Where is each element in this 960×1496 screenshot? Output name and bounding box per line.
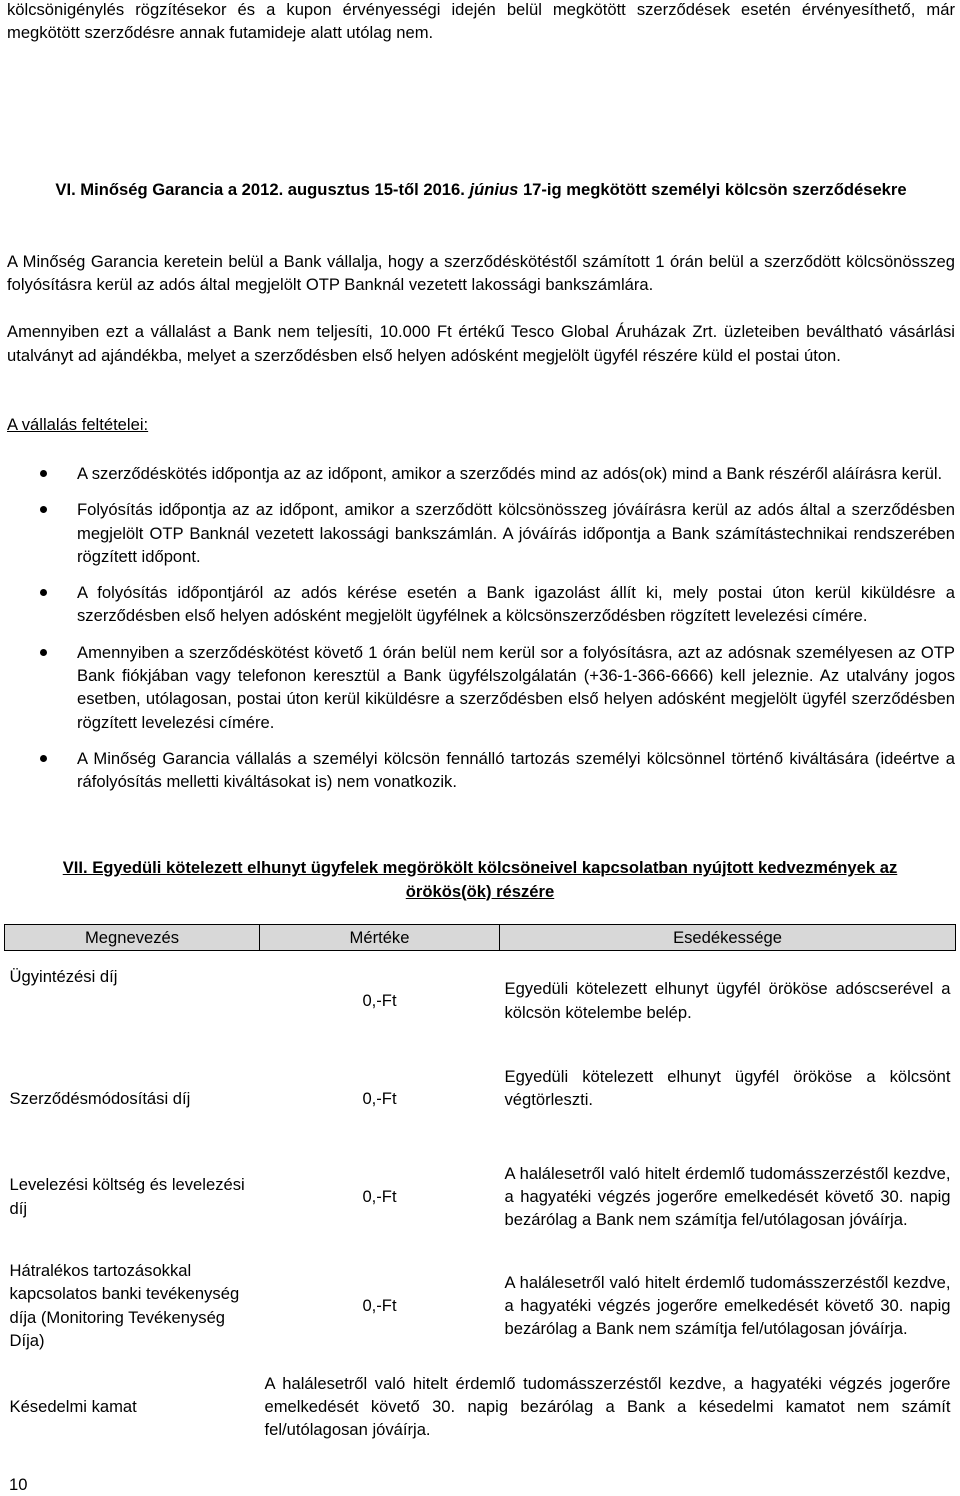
intro-paragraph: kölcsönigénylés rögzítésekor és a kupon érvényességi idején belül megkötött szerződések esetén érvényesíthető, már megkötött szerződésre annak futamideje alatt utólag nem. (7, 0, 955, 43)
list-item-text: A folyósítás időpontjáról az adós kérése esetén a Bank igazolást állít ki, mely postai úton kerül kiküldésre a szerződésben első helyen adósként megjelölt ügyfélnek a kölcsönszerződésben rögzített levelezési címére. (77, 583, 955, 626)
section-6-paragraph-1: A Minőség Garancia keretein belül a Bank vállalja, hogy a szerződéskötéstől számított 1 órán belül a szerződött kölcsönösszeg folyósításra kerül az adós által megjelölt OTP Banknál vezetett lakossági bankszámlára. (7, 252, 955, 295)
column-header-due: Esedékessége (500, 925, 956, 951)
bullet-icon (40, 589, 47, 596)
bullet-icon (40, 506, 47, 513)
section-6-title-part1: VI. Minőség Garancia a 2012. augusztus 15-től 2016. (55, 180, 470, 199)
row-name: Levelezési költség és levelezési díj (9, 1175, 245, 1218)
row-due: Egyedüli kötelezett elhunyt ügyfél örököse adóscserével a kölcsön kötelembe belép. (504, 979, 951, 1022)
conditions-list (40, 462, 955, 807)
conditions-heading: A vállalás feltételei: (7, 415, 149, 434)
row-amount: 0,-Ft (362, 1186, 397, 1206)
section-7-title: VII. Egyedüli kötelezett elhunyt ügyfelek megörökölt kölcsöneivel kapcsolatban nyújtott kedvezmények az örökös(ök) részére (62, 858, 898, 901)
column-header-amount: Mértéke (260, 925, 500, 951)
row-due: A halálesetről való hitelt érdemlő tudomásszerzéstől kezdve, a hagyatéki végzés jogerőre emelkedését követő 30. napig bezárólag a Bank nem számítja fel/utólagosan jóváírja. (504, 1163, 951, 1230)
table-row (5, 1051, 956, 1147)
row-amount: 0,-Ft (362, 1088, 397, 1108)
row-name: Szerződésmódosítási díj (9, 1088, 191, 1108)
section-6-title-italic: június (469, 180, 519, 199)
section-6-title-part2: 17-ig megkötött személyi kölcsön szerződésekre (518, 180, 907, 199)
list-item-text: A szerződéskötés időpontja az az időpont, amikor a szerződés mind az adós(ok) mind a Bank részéről aláírásra kerül. (77, 464, 943, 483)
list-item (40, 641, 955, 734)
row-due: A halálesetről való hitelt érdemlő tudomásszerzéstől kezdve, a hagyatéki végzés jogerőre emelkedését követő 30. napig bezárólag a Bank nem számítja fel/utólagosan jóváírja. (504, 1272, 951, 1339)
row-due: A halálesetről való hitelt érdemlő tudomásszerzéstől kezdve, a hagyatéki végzés jogerőre emelkedését követő 30. napig bezárólag a Bank a késedelmi kamatot nem számít fel/utólagosan jóváírja. (264, 1373, 951, 1440)
fees-table (4, 924, 956, 1449)
bullet-icon (40, 649, 47, 656)
page-number: 10 (9, 1475, 28, 1494)
row-name: Hátralékos tartozásokkal kapcsolatos banki tevékenység díja (Monitoring Tevékenység Díja) (9, 1260, 240, 1350)
list-item-text: Amennyiben a szerződéskötést követő 1 órán belül nem kerül sor a folyósításra, azt az adósnak személyesen az OTP Bank fiókjában vagy telefonon keresztül a Bank ügyfélszolgálatán (+36-1-366-6666) kell jeleznie. Az utalvány jogos esetben, utólagosan, postai úton kerül kiküldésre a szerződésben első helyen adósként megjelölt ügyfél szerződésben rögzített levelezési címére. (77, 642, 955, 732)
row-amount: 0,-Ft (362, 991, 397, 1011)
row-name: Ügyintézési díj (9, 967, 118, 986)
table-row (5, 1247, 956, 1365)
bullet-icon (40, 470, 47, 477)
list-item (40, 747, 955, 794)
list-item (40, 581, 955, 628)
table-row (5, 1147, 956, 1247)
column-header-name: Megnevezés (5, 925, 260, 951)
row-amount: 0,-Ft (362, 1295, 397, 1315)
list-item (40, 498, 955, 568)
list-item-text: Folyósítás időpontja az az időpont, amikor a szerződött kölcsönösszeg jóváírásra kerül az adós által a szerződésben megjelölt OTP Banknál vezetett lakossági bankszámlán. A jóváírás időpontja a Bank számítástechnikai rendszerében rögzített időpont. (77, 500, 955, 566)
list-item-text: A Minőség Garancia vállalás a személyi kölcsön fennálló tartozás személyi kölcsönnel történő kiváltására (ideértve a ráfolyósítás melletti kiváltásokat is) nem vonatkozik. (77, 748, 955, 792)
table-header-row (5, 925, 956, 951)
table-row (5, 951, 956, 1051)
bullet-icon (40, 755, 47, 762)
section-6-paragraph-2: Amennyiben ezt a vállalást a Bank nem teljesíti, 10.000 Ft értékű Tesco Global Áruházak Zrt. üzleteiben beváltható vásárlási utalványt ad ajándékba, melyet a szerződésben első helyen adósként megjelölt ügyfél részére küld el postai úton. (7, 322, 955, 365)
section-6-title (7, 178, 955, 202)
row-name: Késedelmi kamat (9, 1396, 137, 1416)
list-item (40, 462, 955, 485)
row-due: Egyedüli kötelezett elhunyt ügyfél örököse a kölcsönt végtörleszti. (504, 1066, 951, 1109)
table-row (5, 1365, 956, 1449)
